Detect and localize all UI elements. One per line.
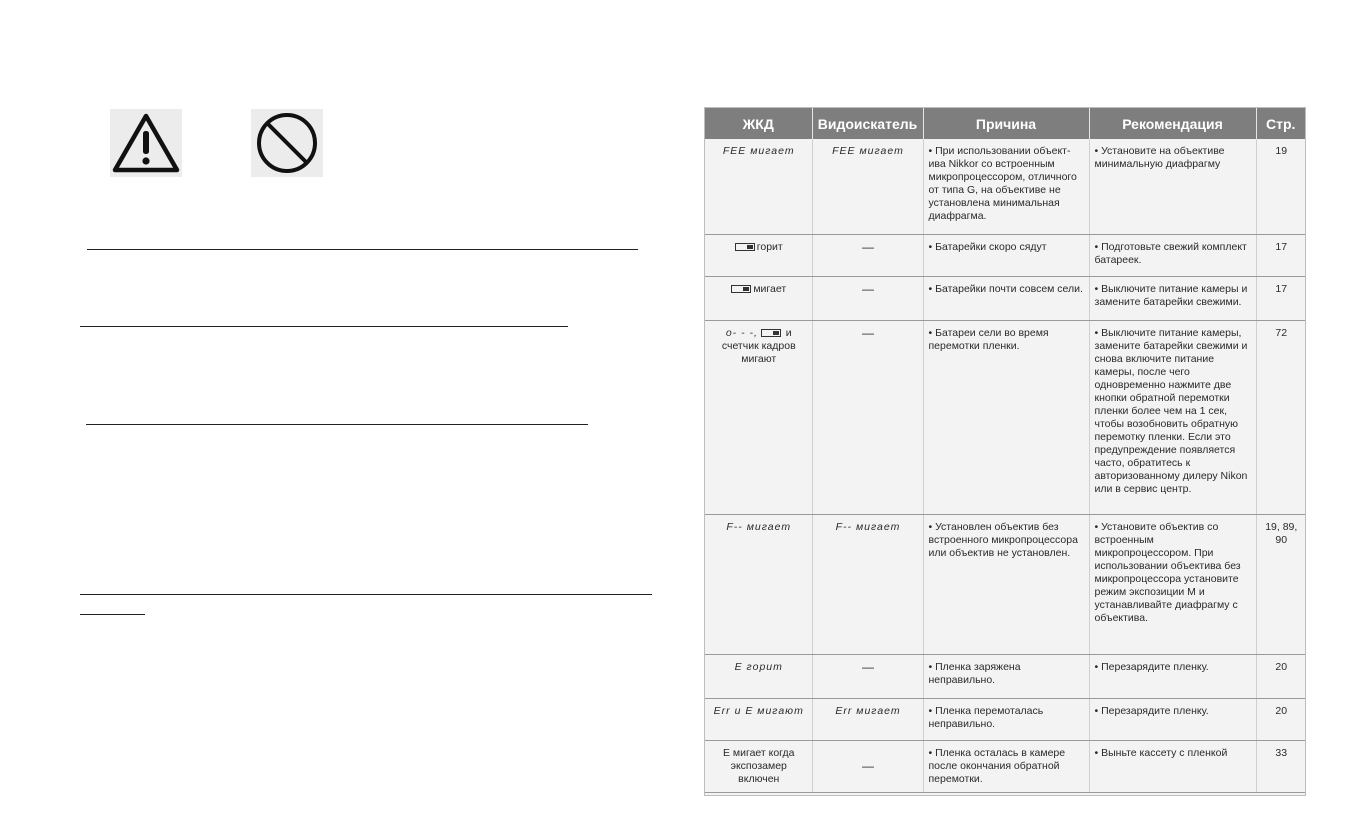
header-lcd: ЖКД xyxy=(705,108,812,139)
rule-1 xyxy=(87,249,638,250)
page-cell: 20 xyxy=(1256,654,1305,698)
battery-icon xyxy=(731,285,751,293)
table-row xyxy=(705,698,1305,740)
prohibited-circle-icon xyxy=(254,110,320,176)
viewfinder-cell: FEE мигает xyxy=(812,139,923,234)
lcd-cell: Err и E мигают xyxy=(705,698,812,740)
warning-box xyxy=(110,109,182,177)
viewfinder-cell: F-- мигает xyxy=(812,514,923,654)
table-row xyxy=(705,234,1305,276)
page-cell: 17 xyxy=(1256,234,1305,276)
lcd-cell: мигает xyxy=(705,276,812,320)
header-cause: Причина xyxy=(923,108,1089,139)
recommendation-cell: • Установите объектив со встроенным микропроцессором. При использовании объектива без микропроцессора установите режим экспозиции M и устанавливайте диафрагму с объектива. xyxy=(1089,514,1256,654)
troubleshooting-table xyxy=(704,107,1306,796)
cause-cell: • Установлен объектив без встроенного микропроцессора или объектив не установлен. xyxy=(923,514,1089,654)
lcd-cell: o- - -, и счетчик кадров мигают xyxy=(705,320,812,514)
recommendation-cell: • Выключите питание камеры и замените батарейки свежими. xyxy=(1089,276,1256,320)
rule-3 xyxy=(86,424,588,425)
table-row xyxy=(705,654,1305,698)
lcd-cell: E горит xyxy=(705,654,812,698)
table-row xyxy=(705,276,1305,320)
cause-cell: • Батарейки почти совсем сели. xyxy=(923,276,1089,320)
viewfinder-cell: — xyxy=(812,740,923,792)
warning-triangle-icon xyxy=(111,111,181,175)
table-row xyxy=(705,320,1305,514)
viewfinder-cell: — xyxy=(812,276,923,320)
header-recommendation: Рекомендация xyxy=(1089,108,1256,139)
rule-5 xyxy=(80,614,145,615)
cause-cell: • Батареи сели во время перемотки пленки. xyxy=(923,320,1089,514)
lcd-cell: E мигает когда экспозамер включен xyxy=(705,740,812,792)
lcd-cell: горит xyxy=(705,234,812,276)
viewfinder-cell: — xyxy=(812,320,923,514)
recommendation-cell: • Перезарядите пленку. xyxy=(1089,698,1256,740)
page-cell: 19 xyxy=(1256,139,1305,234)
prohibited-box xyxy=(251,109,323,177)
page-cell: 20 xyxy=(1256,698,1305,740)
recommendation-cell: • Выключите питание камеры, замените батарейки свежими и снова включите питание камеры, после чего одновременно нажмите две кнопки обратной перемотки пленки более чем на 1 сек, чтобы возобновить обратную перемотку пленки. Если это предупреждение появляется часто, обратитесь к авторизованному дилеру Nikon или в сервис центр. xyxy=(1089,320,1256,514)
table-header-row xyxy=(705,108,1305,139)
recommendation-cell: • Установите на объективе минимальную диафрагму xyxy=(1089,139,1256,234)
lcd-cell: F-- мигает xyxy=(705,514,812,654)
rule-4 xyxy=(80,594,652,595)
battery-icon xyxy=(735,243,755,251)
recommendation-cell: • Перезарядите пленку. xyxy=(1089,654,1256,698)
rule-2 xyxy=(80,326,568,327)
battery-icon xyxy=(761,329,781,337)
viewfinder-cell: — xyxy=(812,234,923,276)
film-rewind-indicator: o- - -, xyxy=(725,326,758,339)
cause-cell: • Батарейки скоро сядут xyxy=(923,234,1089,276)
header-viewfinder: Видоискатель xyxy=(812,108,923,139)
table-row xyxy=(705,740,1305,792)
lcd-cell: FEE мигает xyxy=(705,139,812,234)
cause-cell: • Пленка перемоталась неправильно. xyxy=(923,698,1089,740)
recommendation-cell: • Подготовьте свежий комплект батареек. xyxy=(1089,234,1256,276)
page-cell: 19, 89, 90 xyxy=(1256,514,1305,654)
cause-cell: • Пленка заряжена неправильно. xyxy=(923,654,1089,698)
cause-cell: • При использовании объект-ива Nikkor со встроенным микропроцессором, отличного от типа G, на объективе не установлена минимальная диафрагма. xyxy=(923,139,1089,234)
viewfinder-cell: Err мигает xyxy=(812,698,923,740)
page-cell: 33 xyxy=(1256,740,1305,792)
header-page: Стр. xyxy=(1256,108,1305,139)
viewfinder-cell: — xyxy=(812,654,923,698)
recommendation-cell: • Выньте кассету с пленкой xyxy=(1089,740,1256,792)
cause-cell: • Пленка осталась в камере после окончания обратной перемотки. xyxy=(923,740,1089,792)
table-row xyxy=(705,139,1305,234)
page-cell: 72 xyxy=(1256,320,1305,514)
table-row xyxy=(705,514,1305,654)
page-cell: 17 xyxy=(1256,276,1305,320)
